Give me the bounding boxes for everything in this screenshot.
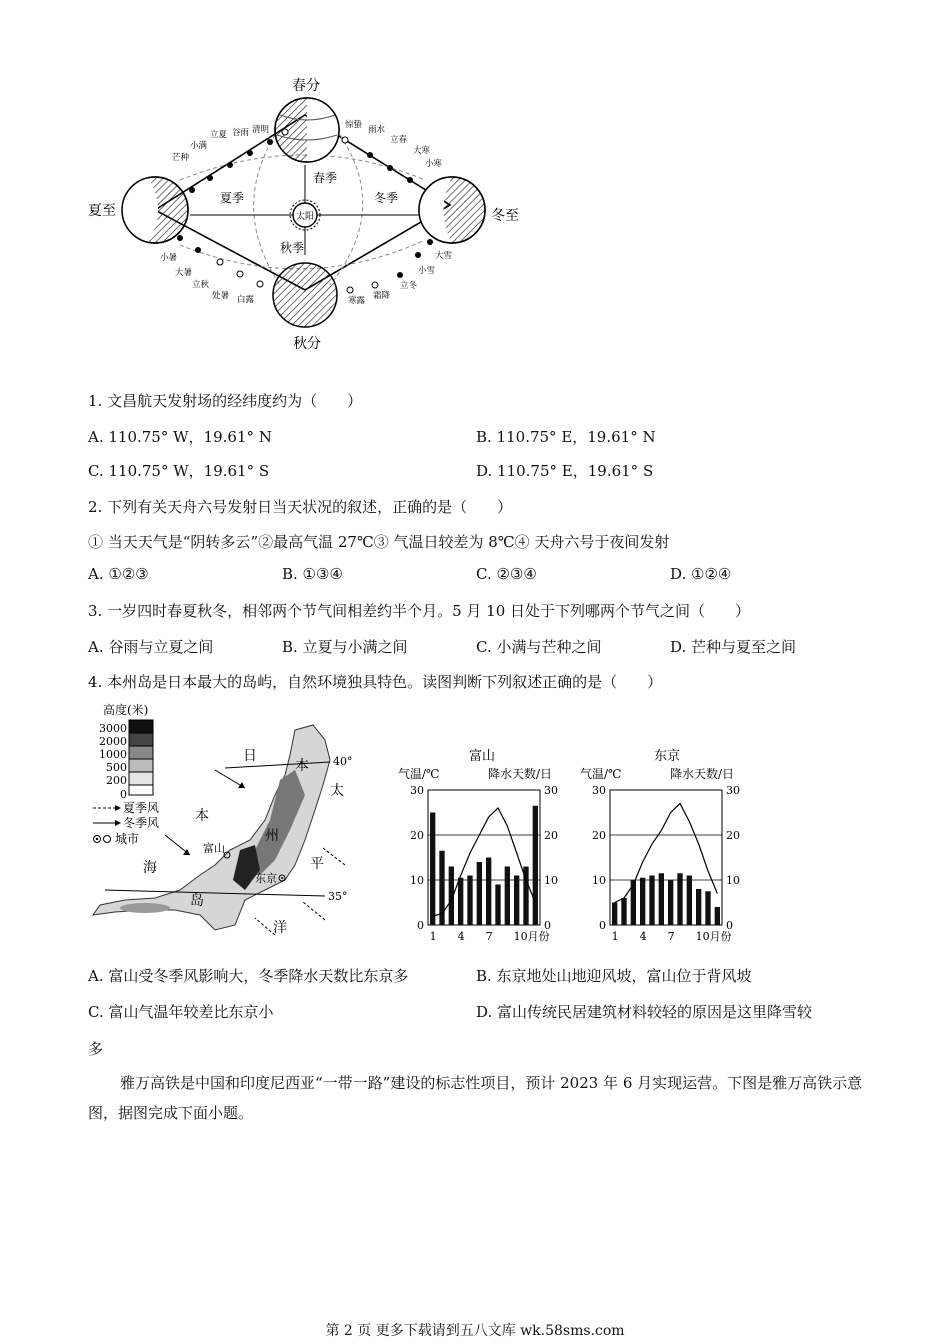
question-1-stem: 1. 文昌航天发射场的经纬度约为（ ） [88, 392, 363, 410]
toyama-temp-axis-label: 气温/℃ [398, 767, 440, 781]
climate-charts [390, 740, 760, 945]
q1-option-b[interactable]: B. 110.75° E，19.61° N [476, 428, 656, 446]
term-label: 小寒 [425, 159, 443, 169]
precip-bar [486, 858, 491, 926]
question-3-stem: 3. 一岁四时春夏秋冬，相邻两个节气间相差约半个月。5 月 10 日处于下列哪两个节气之间（ ） [88, 602, 751, 620]
y-tick-right: 10 [726, 874, 740, 887]
y-tick-right: 30 [544, 784, 558, 797]
y-tick-left: 30 [410, 784, 424, 797]
term-label: 寒露 [348, 296, 366, 306]
legend-title: 高度(米) [103, 703, 149, 717]
map-label: 太 [330, 783, 344, 799]
y-tick-left: 30 [592, 784, 606, 797]
map-label: 本 [295, 758, 309, 774]
toyama-precip-axis-label: 降水天数/日 [488, 767, 553, 781]
question-2-statements: ① 当天天气是“阴转多云”②最高气温 27℃③ 气温日较差为 8℃④ 天舟六号于夜间发射 [88, 533, 670, 551]
precip-bar [612, 903, 617, 926]
term-label: 小暑 [160, 253, 178, 263]
lat-label: 35° [328, 890, 348, 903]
q2-option-c[interactable]: C. ②③④ [476, 565, 537, 583]
q1-option-d[interactable]: D. 110.75° E，19.61° S [476, 462, 654, 480]
city-label-tokyo: 东京 [255, 872, 277, 885]
term-label: 大寒 [413, 146, 431, 156]
legend-level: 3000 [99, 722, 127, 735]
y-tick-right: 0 [726, 919, 733, 932]
precip-bar [467, 876, 472, 926]
label-winter-solstice: 冬至 [491, 208, 519, 224]
term-label: 立秋 [192, 280, 210, 290]
x-tick: 7 [667, 930, 675, 943]
q4-option-d-continued: 多 [88, 1040, 104, 1058]
precip-bar [649, 876, 654, 926]
lat-label: 40° [333, 755, 353, 768]
y-tick-right: 0 [544, 919, 551, 932]
term-label: 处暑 [212, 291, 230, 301]
label-summer-solstice: 夏至 [88, 203, 116, 219]
chart-title-tokyo: 东京 [653, 749, 681, 764]
q3-option-b[interactable]: B. 立夏与小满之间 [282, 638, 408, 656]
precip-bar [668, 880, 673, 925]
precip-bar [458, 878, 463, 925]
precip-bar [705, 891, 710, 925]
y-tick-left: 20 [592, 829, 606, 842]
precip-bar [687, 876, 692, 926]
q4-option-c[interactable]: C. 富山气温年较差比东京小 [88, 1003, 274, 1021]
label-winter: 冬季 [373, 191, 399, 205]
term-label: 立夏 [210, 130, 228, 140]
chart-title-toyama: 富山 [468, 749, 496, 764]
precip-bar [495, 885, 500, 926]
sun-label: 太阳 [295, 212, 315, 222]
precip-bar [715, 907, 720, 925]
intro-paragraph: 雅万高铁是中国和印度尼西亚“一带一路”建设的标志性项目，预计 2023 年 6 月实现运营。下图是雅万高铁示意图，据图完成下面小题。 [88, 1074, 863, 1122]
legend-summer-monsoon: 夏季风 [123, 801, 160, 815]
legend-level: 500 [106, 761, 127, 774]
q1-option-c[interactable]: C. 110.75° W，19.61° S [88, 462, 270, 480]
tokyo-plot [592, 784, 740, 943]
precip-bar [505, 867, 510, 926]
term-label: 谷雨 [232, 128, 250, 138]
globe-winter [419, 177, 485, 243]
legend-level: 0 [120, 788, 127, 801]
y-tick-left: 10 [410, 874, 424, 887]
question-2-stem: 2. 下列有关天舟六号发射日当天状况的叙述，正确的是（ ） [88, 498, 513, 516]
precip-bar [621, 898, 626, 925]
precip-bar [430, 813, 435, 926]
legend-level: 2000 [99, 735, 127, 748]
temperature-line [433, 808, 536, 916]
map-label: 洋 [273, 920, 287, 936]
y-tick-left: 20 [410, 829, 424, 842]
legend-level: 1000 [99, 748, 127, 761]
term-label: 清明 [252, 125, 270, 135]
term-label: 大暑 [175, 268, 193, 278]
question-4-stem: 4. 本州岛是日本最大的岛屿，自然环境独具特色。读图判断下列叙述正确的是（ ） [88, 673, 663, 691]
map-label: 岛 [190, 893, 204, 909]
term-label: 立冬 [400, 281, 418, 291]
x-tick: 10月份 [513, 930, 550, 943]
q3-option-a[interactable]: A. 谷雨与立夏之间 [88, 638, 214, 656]
precip-bar [533, 806, 538, 925]
q2-option-a[interactable]: A. ①②③ [88, 565, 149, 583]
q4-option-d[interactable]: D. 富山传统民居建筑材料较轻的原因是这里降雪较 [476, 1003, 813, 1021]
q2-option-b[interactable]: B. ①③④ [282, 565, 343, 583]
map-label: 日 [243, 748, 257, 764]
y-tick-left: 0 [417, 919, 424, 932]
label-spring: 春季 [312, 171, 338, 185]
plot-frame [610, 790, 722, 925]
globe-summer [115, 177, 188, 243]
precip-bar [640, 878, 645, 925]
x-tick: 10月份 [695, 930, 732, 943]
tokyo-precip-axis-label: 降水天数/日 [670, 767, 735, 781]
term-label: 立春 [390, 135, 408, 145]
legend-winter-monsoon: 冬季风 [123, 816, 160, 830]
legend-level: 200 [106, 774, 127, 787]
precip-bar [514, 876, 519, 926]
map-label: 平 [310, 856, 324, 872]
term-label: 白露 [237, 295, 255, 305]
x-tick: 7 [485, 930, 493, 943]
precip-bar [477, 862, 482, 925]
elevation-legend [129, 720, 153, 795]
term-label: 雨水 [368, 125, 386, 135]
q1-option-a[interactable]: A. 110.75° W，19.61° N [88, 428, 272, 446]
map-label: 州 [265, 828, 279, 844]
q4-option-b[interactable]: B. 东京地处山地迎风坡，富山位于背风坡 [476, 967, 752, 985]
term-label: 霜降 [373, 291, 391, 301]
q3-option-c[interactable]: C. 小满与芒种之间 [476, 638, 602, 656]
x-tick: 1 [611, 930, 619, 943]
q2-option-d[interactable]: D. ①②④ [670, 565, 732, 583]
label-summer: 夏季 [219, 191, 245, 205]
y-tick-left: 10 [592, 874, 606, 887]
page-footer: 第 2 页 更多下载请到五八文库 wk.58sms.com [325, 1323, 625, 1339]
term-label: 小雪 [418, 266, 436, 276]
toyama-plot [410, 784, 558, 943]
plot-frame [428, 790, 540, 925]
y-tick-right: 30 [726, 784, 740, 797]
label-spring-equinox: 春分 [292, 78, 320, 94]
y-tick-right: 20 [726, 829, 740, 842]
x-tick: 4 [457, 930, 465, 943]
label-autumn-equinox: 秋分 [293, 336, 321, 352]
label-autumn: 秋季 [279, 241, 305, 255]
city-label-toyama: 富山 [203, 842, 225, 855]
map-label: 海 [143, 860, 157, 876]
x-tick: 4 [639, 930, 647, 943]
temperature-line [615, 804, 718, 903]
map-label: 本 [195, 808, 209, 824]
y-tick-right: 10 [544, 874, 558, 887]
earth-orbit-diagram [80, 70, 530, 360]
precip-bar [677, 873, 682, 925]
q3-option-d[interactable]: D. 芒种与夏至之间 [670, 638, 797, 656]
q4-option-a[interactable]: A. 富山受冬季风影响大，冬季降水天数比东京多 [88, 967, 409, 985]
precip-bar [696, 889, 701, 925]
precip-bar [659, 873, 664, 925]
term-label: 小满 [190, 141, 208, 151]
tokyo-temp-axis-label: 气温/℃ [580, 767, 622, 781]
term-label: 芒种 [172, 153, 190, 163]
y-tick-right: 20 [544, 829, 558, 842]
globe-autumn [273, 263, 337, 327]
x-tick: 1 [429, 930, 437, 943]
y-tick-left: 0 [599, 919, 606, 932]
honshu-map [85, 700, 385, 945]
legend-city: 城市 [115, 832, 140, 846]
term-label: 大雪 [435, 251, 453, 261]
term-label: 惊蛰 [345, 120, 363, 130]
